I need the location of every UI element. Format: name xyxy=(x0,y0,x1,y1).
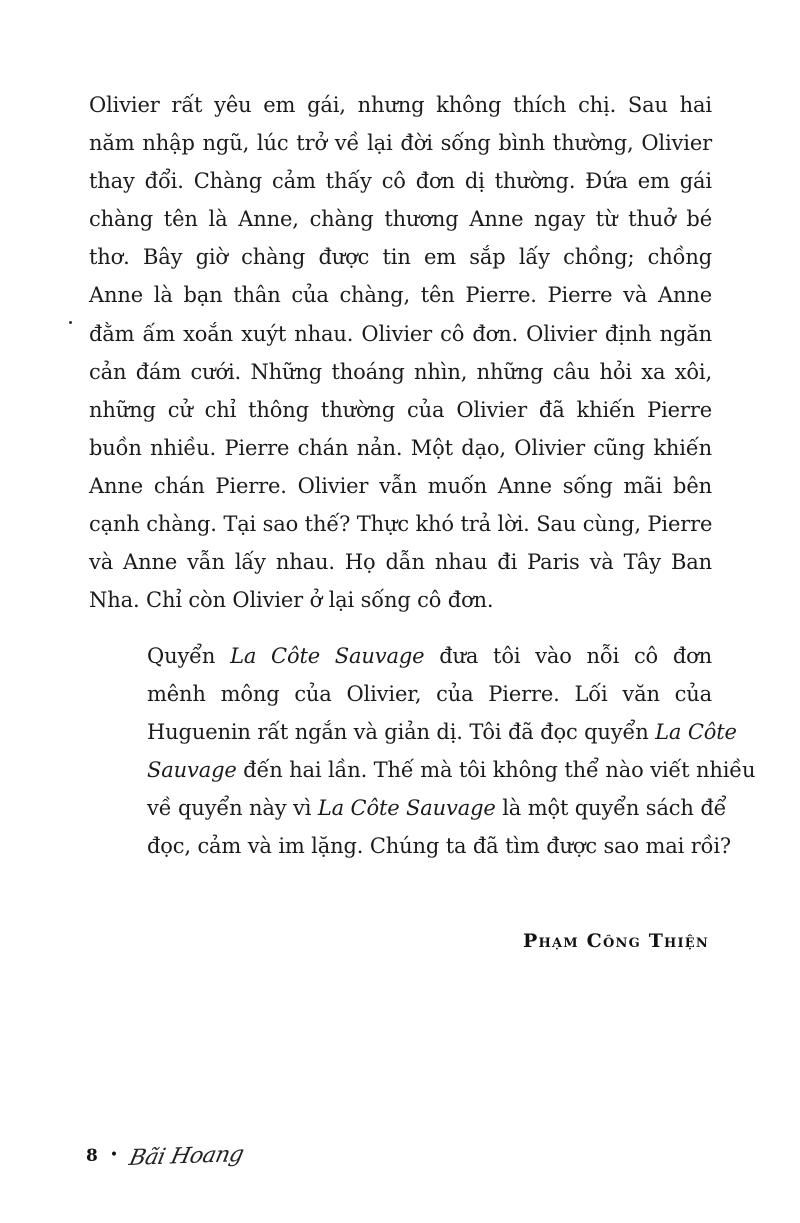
text-run: là một quyển sách để xyxy=(495,796,727,821)
page-footer xyxy=(86,1134,246,1178)
text-line: Olivier rất yêu em gái, nhưng không thích chị. Sau hai xyxy=(89,93,712,117)
text-line: mênh mông của Olivier, của Pierre. Lối văn của xyxy=(147,682,712,707)
text-line: thay đổi. Chàng cảm thấy cô đơn dị thường. Đứa em gái xyxy=(89,169,712,194)
text-line: cạnh chàng. Tại sao thế? Thực khó trả lời. Sau cùng, Pierre xyxy=(89,512,713,537)
text-line: thơ. Bây giờ chàng được tin em sắp lấy chồng; chồng xyxy=(89,245,712,270)
text-line: chàng tên là Anne, chàng thương Anne ngay từ thuở bé xyxy=(89,207,712,232)
author-signature: Phạm Công Thiện xyxy=(522,930,709,952)
book-title-italic: Sauvage xyxy=(147,758,237,783)
text-line: những cử chỉ thông thường của Olivier đã khiến Pierre xyxy=(89,397,712,422)
text-run: đến hai lần. Thế mà tôi không thể nào viết nhiều xyxy=(236,758,756,783)
text-line: Nha. Chỉ còn Olivier ở lại sống cô đơn. xyxy=(89,588,494,613)
paragraph-2 xyxy=(89,637,756,866)
book-title-italic: La Côte xyxy=(655,720,737,745)
text-run: Huguenin rất ngắn và giản dị. Tôi đã đọc quyển xyxy=(147,720,656,745)
running-title-logo: Bãi Hoang xyxy=(126,1141,246,1171)
text-line: Anne là bạn thân của chàng, tên Pierre. Pierre và Anne xyxy=(89,283,712,308)
text-line xyxy=(89,789,727,827)
text-run: về quyển này vì xyxy=(147,796,318,821)
paragraph-1-text xyxy=(89,86,712,619)
text-line: đằm ấm xoắn xuýt nhau. Olivier cô đơn. Olivier định ngăn xyxy=(89,321,712,346)
book-title-italic: La Côte Sauvage xyxy=(317,796,496,821)
text-line: cản đám cưới. Những thoáng nhìn, những câu hỏi xa xôi, xyxy=(89,359,712,384)
paragraph-2-text xyxy=(89,637,756,866)
text-line xyxy=(89,713,737,751)
text-line xyxy=(89,637,712,675)
text-run: Quyển xyxy=(147,644,231,668)
bullet-separator: • xyxy=(109,1147,119,1163)
text-line: và Anne vẫn lấy nhau. Họ dẫn nhau đi Paris và Tây Ban xyxy=(89,550,712,575)
paragraph-1 xyxy=(89,86,712,619)
text-run: đưa tôi vào nỗi cô đơn xyxy=(424,644,712,668)
book-title-italic: La Côte Sauvage xyxy=(230,644,425,668)
page-number: 8 xyxy=(86,1146,98,1166)
stray-ink-mark xyxy=(69,321,72,324)
text-line: năm nhập ngũ, lúc trở về lại đời sống bình thường, Olivier xyxy=(89,131,712,156)
text-line: đọc, cảm và im lặng. Chúng ta đã tìm được sao mai rồi? xyxy=(147,834,732,859)
text-line xyxy=(89,751,756,789)
text-line: Anne chán Pierre. Olivier vẫn muốn Anne sống mãi bên xyxy=(89,473,712,498)
text-line: buồn nhiều. Pierre chán nản. Một dạo, Olivier cũng khiến xyxy=(89,435,712,460)
